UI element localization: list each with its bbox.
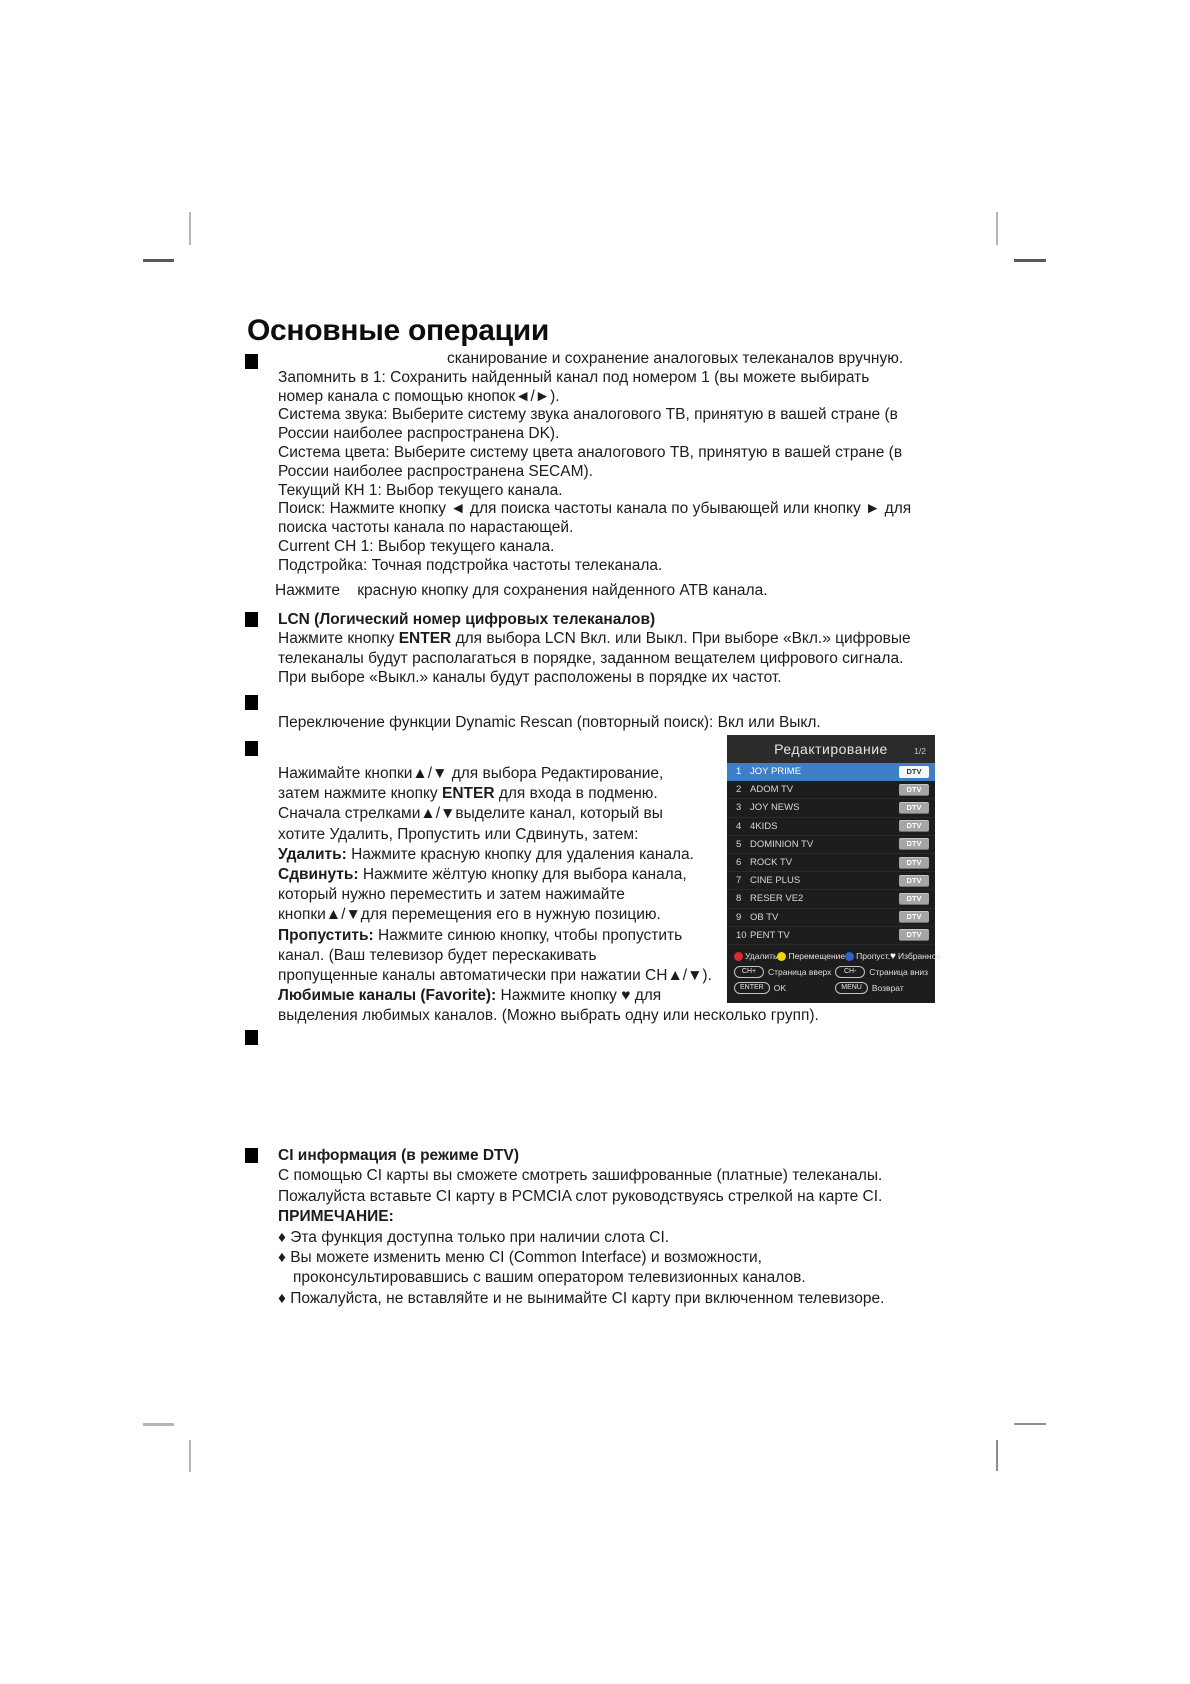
bullet-square-icon [245, 612, 258, 627]
color-key-legend [734, 950, 942, 962]
remote-button-pill: MENU [835, 982, 868, 994]
text-line: Запомнить в 1: Сохранить найденный канал под номером 1 (вы можете выбирать [278, 368, 870, 386]
key-hint [734, 966, 835, 978]
text-line: Любимые каналы (Favorite): Нажмите кнопку ♥ для [278, 987, 662, 1005]
crop-mark [1014, 1423, 1046, 1425]
tv-menu-header [727, 735, 935, 763]
text-line: Current CH 1: Выбор текущего канала. [278, 537, 555, 555]
channel-row [727, 872, 935, 890]
bullet-square-icon [245, 695, 258, 710]
bullet-square-icon [245, 1148, 258, 1163]
bullet-square-icon [245, 354, 258, 369]
tv-page-indicator: 1/2 [914, 746, 926, 756]
key-hint-label: Страница вниз [869, 967, 928, 977]
dtv-badge: DTV [899, 784, 929, 796]
text-line: России наиболее распространена SECAM). [278, 462, 593, 480]
channel-name: DOMINION TV [750, 838, 814, 850]
text-line: ♦ Вы можете изменить меню CI (Common Interface) и возможности, [278, 1249, 762, 1267]
text-line: Сначала стрелками▲/▼выделите канал, который вы [278, 805, 663, 823]
text-line: Нажмите кнопку ENTER для выбора LCN Вкл. или Выкл. При выборе «Вкл.» цифровые [278, 630, 911, 648]
text-line: Поиск: Нажмите кнопку ◄ для поиска частоты канала по убывающей или кнопку ► для [278, 500, 912, 518]
channel-row [727, 836, 935, 854]
text-line: Пожалуйста вставьте CI карту в PCMCIA слот руководствуясь стрелкой на карте CI. [278, 1187, 883, 1205]
text-line: проконсультировавшись с вашим оператором телевизионных каналов. [293, 1269, 806, 1287]
text-line: поиска частоты канала по нарастающей. [278, 519, 574, 537]
dtv-badge: DTV [899, 875, 929, 887]
channel-number: 7 [736, 875, 742, 887]
text-line: Система звука: Выберите систему звука аналогового ТВ, принятую в вашей стране (в [278, 406, 898, 424]
key-hint [835, 982, 928, 994]
channel-row [727, 799, 935, 817]
color-dot-icon [734, 952, 743, 961]
channel-name: RESER VE2 [750, 893, 804, 905]
text-line: пропущенные каналы автоматически при нажатии CH▲/▼). [278, 967, 712, 985]
color-dot-icon [777, 952, 786, 961]
channel-number: 10 [736, 929, 747, 941]
text-line: При выборе «Выкл.» каналы будут расположены в порядке их частот. [278, 668, 782, 686]
text-line: России наиболее распространена DK). [278, 425, 560, 443]
dtv-badge: DTV [899, 766, 929, 778]
legend-item [734, 951, 777, 961]
remote-button-pill: CH+ [734, 966, 764, 978]
text-line: Пропустить: Нажмите синюю кнопку, чтобы пропустить [278, 926, 683, 944]
text-line: хотите Удалить, Пропустить или Сдвинуть, затем: [278, 825, 639, 843]
section-dynamic-rescan [278, 695, 821, 732]
channel-number: 4 [736, 820, 742, 832]
text-line: С помощью CI карты вы сможете смотреть зашифрованные (платные) телеканалы. [278, 1167, 883, 1185]
bullet-square-icon [245, 741, 258, 756]
channel-row [727, 781, 935, 799]
tv-legend [727, 945, 942, 1003]
text-line: сканирование и сохранение аналоговых телеканалов вручную. [447, 350, 904, 367]
legend-item [777, 951, 845, 961]
crop-mark [996, 1440, 998, 1471]
tv-edit-menu-screenshot [727, 735, 942, 1003]
legend-label: Избранное [897, 951, 942, 961]
dtv-badge: DTV [899, 911, 929, 923]
text-line: Система цвета: Выберите систему цвета аналогового ТВ, принятую в вашей стране (в [278, 443, 903, 461]
channel-name: JOY PRIME [750, 766, 802, 778]
channel-name: 4KIDS [750, 820, 778, 832]
channel-name: OB TV [750, 911, 779, 923]
key-hint [734, 982, 835, 994]
remote-button-pill: CH- [835, 966, 865, 978]
channel-row [727, 890, 935, 908]
text-line: ♦ Эта функция доступна только при наличии слота CI. [278, 1228, 670, 1246]
legend-item [890, 951, 941, 961]
channel-row [727, 854, 935, 872]
text-line: Текущий КН 1: Выбор текущего канала. [278, 481, 563, 499]
dtv-badge: DTV [899, 893, 929, 905]
crop-mark [189, 1440, 191, 1472]
tv-menu-title: Редактирование [774, 741, 888, 757]
remote-button-pill: ENTER [734, 982, 770, 994]
text-line: Переключение функции Dynamic Rescan (повторный поиск): Вкл или Выкл. [278, 714, 821, 731]
key-hint [835, 966, 928, 978]
channel-number: 8 [736, 893, 742, 905]
channel-name: JOY NEWS [750, 802, 800, 814]
dtv-badge: DTV [899, 857, 929, 869]
crop-mark [143, 1423, 174, 1426]
channel-row [727, 818, 935, 836]
channel-number: 5 [736, 838, 742, 850]
legend-label: Перемещение [788, 951, 846, 961]
channel-name: ADOM TV [750, 784, 794, 796]
color-dot-icon [845, 952, 854, 961]
text-line: канал. (Ваш телевизор будет перескакивать [278, 946, 597, 964]
text-line: Сдвинуть: Нажмите жёлтую кнопку для выбора канала, [278, 866, 687, 884]
text-line: Нажмите красную кнопку для сохранения найденного АТВ канала. [275, 581, 768, 599]
page-title: Основные операции [247, 314, 550, 347]
legend-item [845, 951, 890, 961]
channel-number: 1 [736, 766, 742, 778]
channel-row [727, 763, 935, 781]
text-line: номер канала с помощью кнопок◄/►). [278, 387, 560, 405]
text-line: выделения любимых каналов. (Можно выбрать одну или несколько групп). [278, 1007, 819, 1025]
legend-label: Удалить [745, 951, 778, 961]
channel-row [727, 909, 935, 927]
channel-name: ROCK TV [750, 857, 793, 869]
channel-number: 3 [736, 802, 742, 814]
dtv-badge: DTV [899, 929, 929, 941]
dtv-badge: DTV [899, 802, 929, 814]
section-ci-information [278, 1146, 884, 1309]
text-line: Удалить: Нажмите красную кнопку для удаления канала. [278, 845, 694, 863]
text-line: затем нажмите кнопку ENTER для входа в подменю. [278, 785, 658, 803]
text-line: ♦ Пожалуйста, не вставляйте и не вынимайте CI карту при включенном телевизоре. [278, 1289, 885, 1307]
bullet-square-icon [245, 1030, 258, 1045]
channel-name: CINE PLUS [750, 875, 801, 887]
channel-number: 6 [736, 857, 742, 869]
legend-label: Пропуст. [856, 951, 891, 961]
section-lcn [278, 610, 911, 687]
text-line: Подстройка: Точная подстройка частоты телеканала. [278, 556, 663, 574]
key-hint-label: Возврат [871, 983, 904, 993]
section-manual-analog-scan [275, 350, 912, 600]
dtv-badge: DTV [899, 820, 929, 832]
channel-list [727, 763, 935, 945]
text-line: телеканалы будут располагаться в порядке, заданном вещателем цифрового сигнала. [278, 649, 904, 667]
text-line: LCN (Логический номер цифровых телеканалов) [278, 611, 656, 628]
crop-mark [143, 259, 174, 262]
remote-key-hints [734, 966, 928, 994]
text-line: который нужно переместить и затем нажимайте [278, 886, 625, 904]
channel-row [727, 927, 935, 945]
crop-mark [1014, 259, 1046, 262]
text-line: CI информация (в режиме DTV) [278, 1147, 520, 1164]
heart-icon: ♥ [890, 950, 896, 962]
channel-number: 2 [736, 784, 742, 796]
key-hint-label: OK [773, 983, 787, 993]
text-line: ПРИМЕЧАНИЕ: [278, 1208, 394, 1226]
channel-name: PENT TV [750, 929, 790, 941]
crop-mark [996, 212, 998, 245]
crop-mark [189, 212, 191, 245]
text-line: Нажимайте кнопки▲/▼ для выбора Редактирование, [278, 765, 664, 782]
text-line: кнопки▲/▼для перемещения его в нужную позицию. [278, 906, 661, 924]
channel-number: 9 [736, 911, 742, 923]
dtv-badge: DTV [899, 838, 929, 850]
key-hint-label: Страница вверх [768, 967, 832, 977]
